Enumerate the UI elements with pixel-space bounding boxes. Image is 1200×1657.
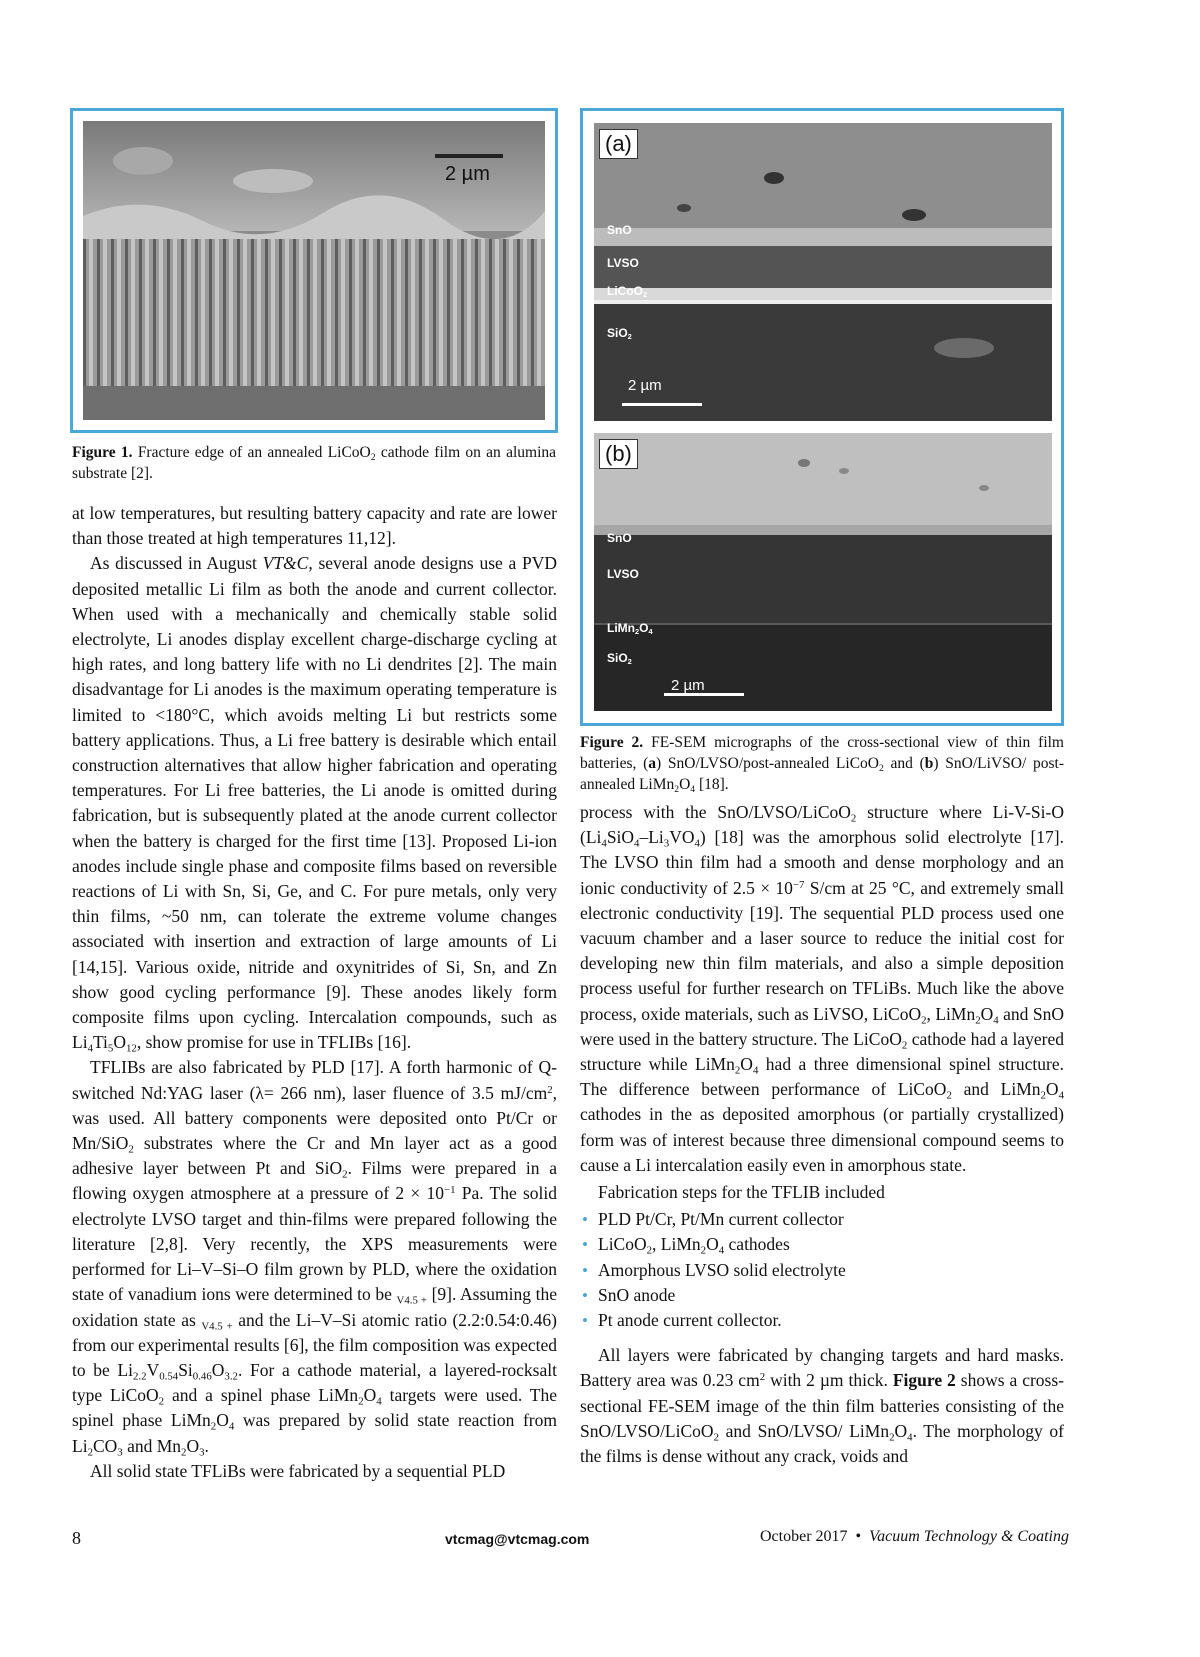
- body-sub: 4: [718, 1244, 725, 1257]
- caption-sub: 2: [674, 783, 680, 795]
- body-text: was prepared by solid state reaction from Li: [72, 1410, 557, 1456]
- layer-sub: 2: [627, 332, 632, 342]
- body-sub: 3: [117, 1445, 123, 1458]
- caption-bold: b: [924, 755, 934, 772]
- figure-2-panel-b-label: (b): [599, 439, 638, 469]
- list-item: [580, 1207, 1064, 1232]
- figure-2-panel-a-label: (a): [599, 129, 638, 159]
- body-sub: 0.46: [192, 1370, 212, 1383]
- body-text: and the Li–V–Si atomic ratio (2.2:0.54:0.46) from our experimental results [6], the film composition was expected to be Li: [72, 1309, 558, 1380]
- steps-intro: Fabrication steps for the TFLIB included: [598, 1182, 885, 1203]
- body-text: process with the SnO/LVSO/LiCoO: [580, 802, 851, 822]
- list-item-text: cathodes: [728, 1234, 790, 1255]
- body-sub: 4: [87, 1042, 93, 1055]
- body-sub: 2: [946, 1089, 952, 1102]
- panel-b-layer-limn2o4: $LiMn_2O_4$: [607, 621, 653, 637]
- figure-2-panel-a-image: [594, 123, 1052, 421]
- footer-issue-date: October 2017: [760, 1528, 848, 1545]
- figure-2-caption-label: Figure 2.: [580, 734, 644, 751]
- body-sup: 2: [547, 1083, 553, 1096]
- layer-sub: 2: [643, 290, 648, 300]
- layer-sub: 2: [627, 657, 632, 667]
- body-text: , show promise for use in TFLIBs [16].: [136, 1032, 412, 1053]
- body-sub: 2: [358, 1395, 364, 1408]
- figure-reference: Figure 2: [892, 1370, 956, 1391]
- body-text: and a spinel phase LiMn: [164, 1385, 359, 1406]
- body-text: shows a cross-sectional FE-SEM image of the thin film batteries consisting of the SnO/LVSO/LiCoO: [580, 1370, 1064, 1441]
- body-sub: 2: [713, 1431, 719, 1444]
- body-sub: 2: [210, 1420, 217, 1433]
- caption-text: ) SnO/LVSO/post-annealed LiCoO: [656, 755, 879, 772]
- layer-sub: 2: [635, 627, 640, 637]
- body-sub: 2: [921, 1013, 927, 1026]
- body-sub: V4.5 +: [201, 1319, 233, 1332]
- body-sub: 2: [1040, 1089, 1046, 1102]
- body-text: cathode had a layered structure while LiMn: [580, 1028, 1064, 1075]
- body-sub: 4: [634, 837, 640, 850]
- right-paragraph-1: process with the SnO/LVSO/LiCoO$_2$ structure where Li-V-Si-O $(Li_4SiO_4-Li_3VO_4)$ [18] was the amorphous solid electrolyte [17]. The LVSO thin film had a smooth and dense morphology and an ionic conductivity of $2.5 \times 10^{-7}$ S/cm at 25 °C, and extremely small electronic conductivity [19]. The sequential PLD process used one vacuum chamber and a laser source to reduce the initial cost for developing new thin film materials, and also a simple deposition process useful for further research on TFLiBs. Much like the above process, oxide materials, such as LiVSO, LiCoO$_2$, $LiMn_2O_4$ and SnO were used in the battery structure. The LiCoO$_2$ cathode had a layered structure while $LiMn_2O_4$ had a three dimensional spinel structure. The difference between performance of LiCoO$_2$ and $LiMn_2O_4$ cathodes in the as deposited amorphous (or partially crystallized) form was of interest because three dimensional compound seems to cause a Li intercalation easily even in amorphous state.: [580, 802, 1065, 1175]
- body-sub: 3: [663, 837, 670, 850]
- body-sub: 5: [107, 1042, 114, 1055]
- body-sub: 2: [850, 812, 857, 825]
- figure-1-caption-label: Figure 1.: [72, 444, 133, 461]
- body-sub: 4: [1058, 1089, 1064, 1102]
- list-item-text: PLD Pt/Cr, Pt/Mn current collector: [598, 1209, 844, 1230]
- body-text: As discussed in August: [90, 553, 263, 574]
- body-text: had a three dimensional spinel structure. The difference between performance of LiCoO: [580, 1054, 1064, 1100]
- left-paragraph-2: As discussed in August VT&C, several anode designs use a PVD deposited metallic Li film as both the anode and current collector. When used with a mechanically and chemically stable solid electrolyte, Li anodes display excellent charge-discharge cycling at high rates, and long battery life with no Li dendrites [2]. The main disadvantage for Li anodes is the maximum operating temperature is limited to <180°C, which avoids melting Li but restricts some battery applications. Thus, a Li free battery is desirable which entail construction alternatives that allow higher fabrication and operating temperatures. For Li free batteries, the Li anode is omitted during fabrication, but is subsequently plated at the anode current collector when the battery is charged for the first time [13]. Proposed Li-ion anodes include single phase and composite films based on reversible reactions of Li with Sn, Si, Ge, and C. For pure metals, only very thin films, ~50 nm, can tolerate the extreme volume changes associated with insertion and extraction of large amounts of Li [14,15]. Various oxide, nitride and oxynitrides of Si, Sn, and Zn show good cycling performance [9]. These anodes likely form composite films upon cycling. Intercalation compounds, such as $Li_4Ti_5O_{12}$, show promise for use in TFLIBs [16].: [72, 553, 557, 1055]
- body-sub: 2: [87, 1445, 93, 1458]
- caption-sub: 2: [370, 451, 376, 463]
- list-item: [580, 1283, 1064, 1308]
- figure-2-panel-b-scale-label: 2 µm: [671, 677, 705, 694]
- bullet-icon: •: [582, 1235, 588, 1255]
- list-item-text: SnO anode: [598, 1284, 676, 1305]
- layer-text: SiO: [607, 326, 628, 340]
- body-sub: 2: [975, 1013, 981, 1026]
- panel-a-layer-sno: SnO: [607, 223, 632, 237]
- list-item: [580, 1308, 1064, 1333]
- bullet-icon: •: [582, 1260, 588, 1280]
- body-text: . For a cathode material, a layered-rocksalt type LiCoO: [72, 1359, 557, 1406]
- panel-a-layer-licoo2: [607, 284, 647, 298]
- figure-1-scale-label: 2 µm: [445, 163, 490, 185]
- body-sub: 2: [342, 1168, 348, 1181]
- right-paragraph-2: All layers were fabricated by changing targets and hard masks. Battery area was 0.23 $cm^2$ with 2 µm thick. Figure 2 shows a cross-sectional FE-SEM image of the thin film batteries consisting of the SnO/LVSO/LiCoO$_2$ and SnO/LVSO/ $LiMn_2O_4$. The morphology of the films is dense without any crack, voids and: [580, 1345, 1064, 1467]
- panel-b-layer-sno: SnO: [607, 531, 632, 545]
- caption-text: and (: [883, 755, 925, 772]
- body-sup: −7: [792, 878, 805, 891]
- caption-text: cathode film on an alumina substrate [2].: [72, 444, 557, 482]
- body-sub: 0.54: [159, 1370, 179, 1383]
- body-text: , was used. All battery components were deposited onto Pt/Cr or Mn/SiO: [72, 1082, 557, 1154]
- layer-text: SiO: [607, 651, 628, 665]
- caption-text: [18].: [695, 776, 729, 793]
- caption-bold: a: [648, 755, 657, 772]
- caption-sub: 2: [879, 762, 884, 774]
- body-text: and SnO were used in the battery structure. The LiCoO: [580, 1003, 1064, 1049]
- body-sub: 2: [889, 1431, 895, 1444]
- footer-issue: [760, 1528, 1069, 1546]
- left-paragraph-1: at low temperatures, but resulting battery capacity and rate are lower than those treated at high temperatures 11,12].: [72, 503, 557, 549]
- body-text: and Mn: [122, 1435, 182, 1456]
- body-sup: −1: [443, 1184, 456, 1197]
- body-text: cathodes in the as deposited amorphous (or partially crystallized) form was of interest because three dimensional compound seems to cause a Li intercalation easily even in amorphous state.: [580, 1104, 1064, 1175]
- body-text: Pa. The solid electrolyte LVSO target and thin-films were prepared following the literature [2,8]. Very recently, the XPS measurements were performed for Li–V–Si–O film grown by PLD, where the oxidation state of vanadium ions were determined to be: [72, 1183, 557, 1305]
- body-text: . Films were prepared in a flowing oxygen atmosphere at a pressure of 2 × 10: [72, 1158, 557, 1204]
- panel-a-layer-sio2: [607, 326, 632, 340]
- caption-text: ) SnO/LiVSO/ post-annealed LiMn: [580, 755, 1064, 793]
- body-sub: 4: [376, 1395, 382, 1408]
- body-text: S/cm at 25 °C, and extremely small electronic conductivity [19]. The sequential PLD process used one vacuum chamber and a laser source to reduce the initial cost for developing new thin film materials, and also a simple deposition process useful for further research on TFLiBs. Much like the above process, oxide materials, such as LiVSO, LiCoO: [580, 877, 1065, 1024]
- body-sub: 3: [199, 1445, 205, 1458]
- left-column: [72, 501, 557, 1484]
- body-text: , several anode designs use a PVD deposited metallic Li film as both the anode and current collector. When used with a mechanically and chemically stable solid electrolyte, Li anodes display excellent charge-discharge cycling at high rates, and long battery life with no Li dendrites [2]. The main disadvantage for Li anodes is the maximum operating temperature is limited to <180°C, which avoids melting Li but restricts some battery applications. Thus, a Li free battery is desirable which entail construction alternatives that allow higher fabrication and operating temperatures. For Li free batteries, the Li anode is omitted during fabrication, but is subsequently plated at the anode current collector when the battery is charged for the first time [13]. Proposed Li-ion anodes include single phase and composite films based on reversible reactions of Li with Sn, Si, Ge, and C. For pure metals, only very thin films, ~50 nm, can tolerate the extreme volume changes associated with insertion and extraction of large amounts of Li [14,15]. Various oxide, nitride and oxynitrides of Si, Sn, and Zn show good cycling performance [9]. These anodes likely form composite films upon cycling. Intercalation compounds, such as Li: [72, 553, 557, 1053]
- figure-1-frame: [70, 108, 558, 433]
- list-item: [580, 1258, 1064, 1283]
- left-paragraph-3: TFLIBs are also fabricated by PLD [17]. A forth harmonic of Q-switched Nd:YAG laser (λ= 266 nm), laser fluence of 3.5 $mJ/cm^2$, was used. All battery components were deposited onto Pt/Cr or Mn/SiO$_2$ substrates where the Cr and Mn layer act as a good adhesive layer between Pt and SiO$_2$. Films were prepared in a flowing oxygen atmosphere at a pressure of $2 \times 10^{-1}$ Pa. The solid electrolyte LVSO target and thin-films were prepared following the literature [2,8]. Very recently, the XPS measurements were performed for Li–V–Si–O film grown by PLD, where the oxidation state of vanadium ions were determined to be $_{V4.5 +}$ [9]. Assuming the oxidation state as $_{V4.5 +}$ and the Li–V–Si atomic ratio (2.2:0.54:0.46) from our experimental results [6], the film composition was expected to be $Li_{2.2}V_{0.54}Si_{0.46}O_{3.2}$. For a cathode material, a layered-rocksalt type LiCoO$_2$ and a spinel phase $LiMn_2O_4$ targets were used. The spinel phase $LiMn_2O_4$ was prepared by solid state reaction from $Li_2CO_3$ and $Mn_2O_3$.: [72, 1057, 558, 1458]
- caption-sub: 4: [690, 783, 696, 795]
- layer-text: LiCoO: [607, 284, 643, 298]
- body-sub: 2: [128, 1143, 134, 1156]
- body-text: structure where Li-V-Si-O (Li: [580, 802, 1064, 848]
- body-sub: 2: [158, 1395, 165, 1408]
- body-text: and SnO/LVSO/ LiMn: [718, 1420, 890, 1441]
- body-sub: 2: [734, 1064, 741, 1077]
- body-text: All layers were fabricated by changing targets and hard masks. Battery area was 0.23 cm: [580, 1345, 1064, 1391]
- body-text: ) [18] was the amorphous solid electrolyte [17]. The LVSO thin film had a smooth and dense morphology and an ionic conductivity of 2.5 × 10: [580, 827, 1064, 898]
- caption-text: FE-SEM micrographs of the cross-sectional view of thin film batteries, (: [580, 734, 1064, 772]
- fabrication-steps-list: [580, 1207, 1064, 1333]
- body-sub: 4: [993, 1013, 999, 1026]
- list-item-text: Amorphous LVSO solid electrolyte: [598, 1259, 846, 1280]
- bullet-icon: •: [582, 1311, 588, 1331]
- body-sub: 2: [646, 1244, 653, 1257]
- body-sub: 2.2: [133, 1370, 147, 1383]
- body-sub: 12: [125, 1042, 137, 1055]
- body-italic: VT&C: [262, 553, 309, 574]
- bullet-icon: •: [582, 1210, 588, 1230]
- figure-2-panel-a-scale-label: 2 µm: [628, 377, 662, 394]
- footer-email[interactable]: vtcmag@vtcmag.com: [445, 1531, 590, 1547]
- panel-b-layer-lvso: LVSO: [607, 567, 639, 581]
- layer-sub: 4: [648, 627, 653, 637]
- body-text: with 2 µm thick.: [765, 1370, 893, 1391]
- panel-b-layer-sio2: [607, 651, 632, 665]
- panel-a-layer-lvso: LVSO: [607, 256, 639, 270]
- figure-1-caption: [72, 442, 556, 484]
- body-sub: 3.2: [224, 1370, 238, 1383]
- body-sub: 4: [752, 1064, 759, 1077]
- figure-2-panel-b-image: [594, 433, 1052, 711]
- body-sup: 2: [759, 1371, 766, 1384]
- body-sub: V4.5 +: [396, 1294, 427, 1307]
- left-paragraph-4: All solid state TFLiBs were fabricated by a sequential PLD: [90, 1460, 506, 1481]
- body-sub: 4: [228, 1420, 235, 1433]
- body-text: targets were used. The spinel phase LiMn: [72, 1385, 557, 1431]
- layer-text: LiMn: [607, 621, 635, 635]
- figure-2-frame: [580, 108, 1064, 726]
- right-column: [580, 800, 1064, 1469]
- body-text: TFLIBs are also fabricated by PLD [17]. A forth harmonic of Q-switched Nd:YAG laser (λ= 266 nm), laser fluence of 3.5 mJ/cm: [72, 1057, 557, 1103]
- body-text: substrates where the Cr and Mn layer act as a good adhesive layer between Pt and SiO: [72, 1133, 557, 1179]
- list-item: • LiCoO$_2$, $LiMn_2O_4$ cathodes: [582, 1234, 790, 1257]
- body-sub: 4: [907, 1431, 913, 1444]
- body-text: [9]. Assuming the oxidation state as: [72, 1284, 557, 1330]
- footer-journal: Vacuum Technology & Coating: [869, 1528, 1069, 1545]
- page-number: 8: [72, 1528, 81, 1548]
- body-sub: 4: [694, 837, 700, 850]
- list-item-text: Pt anode current collector.: [598, 1310, 782, 1331]
- bullet-icon: •: [582, 1285, 588, 1305]
- body-sub: 2: [901, 1039, 908, 1052]
- body-sub: 2: [181, 1445, 187, 1458]
- body-sub: 2: [700, 1244, 707, 1257]
- body-text: . The morphology of the films is dense without any crack, voids and: [580, 1420, 1064, 1467]
- figure-2-panel-a-scale-bar: [622, 403, 702, 406]
- footer-separator: •: [851, 1528, 866, 1545]
- body-sub: 4: [601, 837, 607, 850]
- caption-text: Fracture edge of an annealed LiCoO: [137, 444, 371, 461]
- figure-2-caption: Figure 2. FE-SEM micrographs of the cross-sectional view of thin film batteries, (a) SnO/LVSO/post-annealed LiCoO$_2$ and (b) SnO/LiVSO/ post-annealed $LiMn_2O_4$ [18].: [580, 734, 1064, 795]
